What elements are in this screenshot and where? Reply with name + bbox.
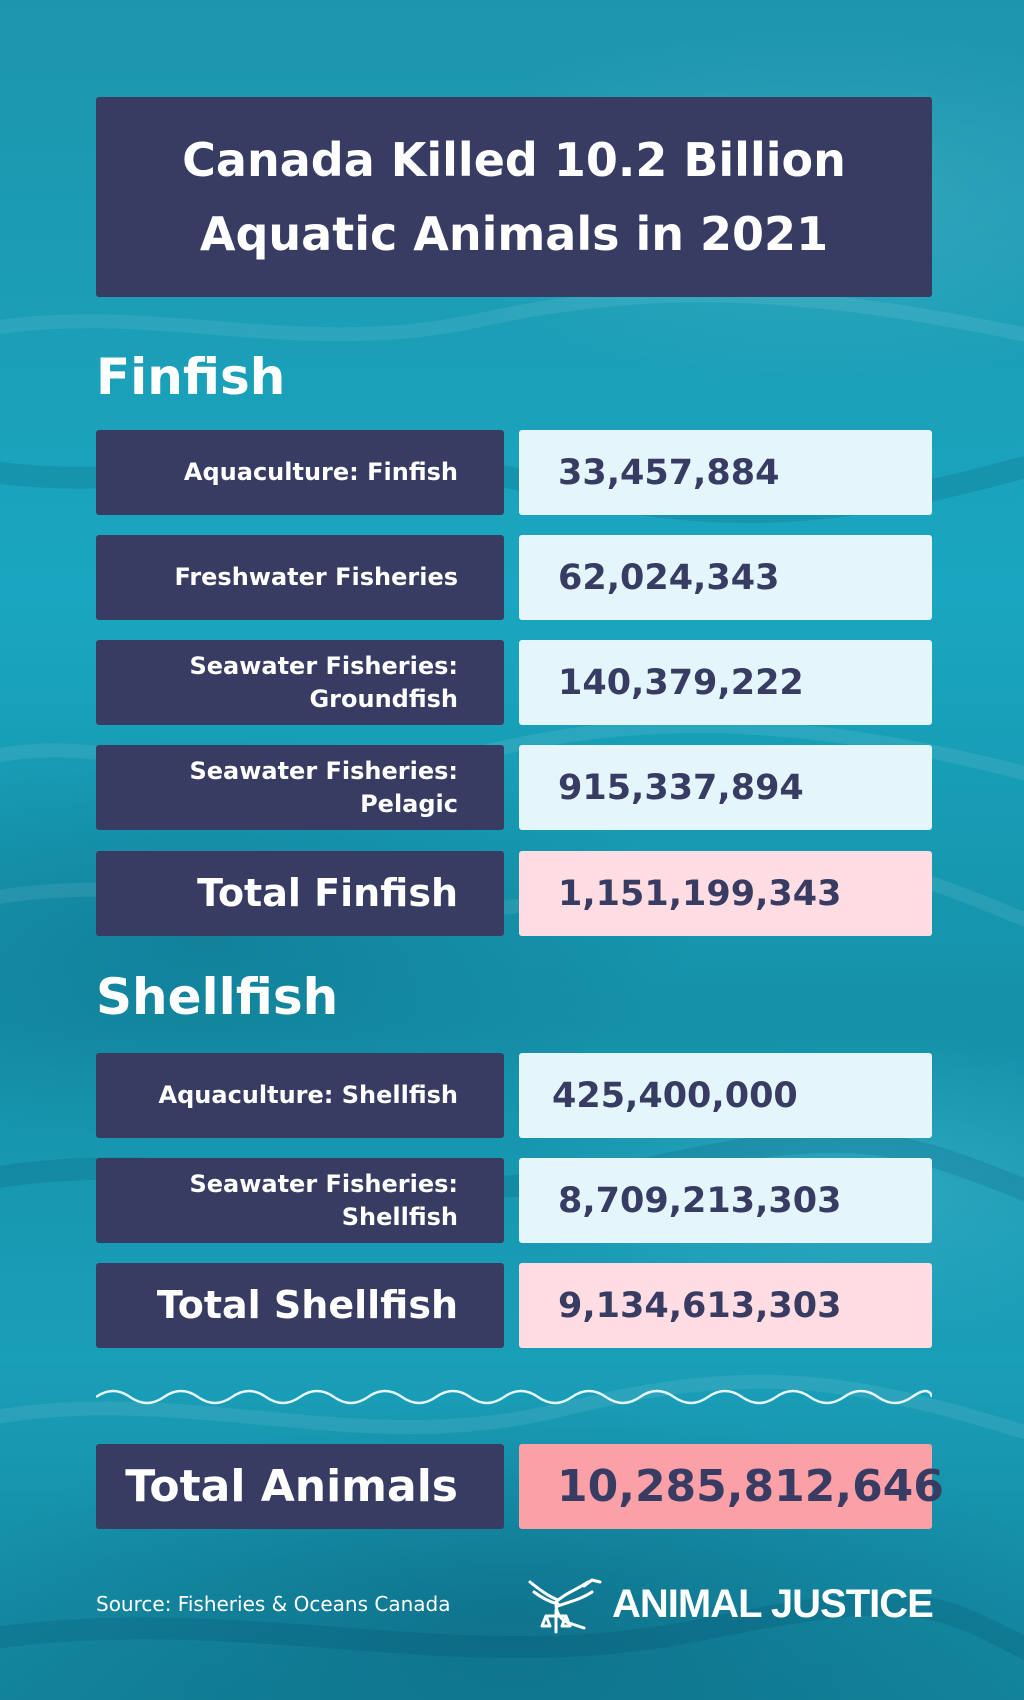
row-value-total-shellfish: 9,134,613,303 xyxy=(519,1263,932,1348)
finfish-heading: Finfish xyxy=(96,348,286,406)
row-label-aquaculture-finfish: Aquaculture: Finfish xyxy=(96,430,504,515)
title-banner xyxy=(96,97,932,297)
row-label-seawater-shellfish: Seawater Fisheries: Shellfish xyxy=(96,1158,504,1243)
page-title: Canada Killed 10.2 Billion Aquatic Animals in 2021 xyxy=(182,133,846,261)
row-label-total-shellfish: Total Shellfish xyxy=(96,1263,504,1348)
row-label-freshwater-fisheries: Freshwater Fisheries xyxy=(96,535,504,620)
row-value-total-finfish: 1,151,199,343 xyxy=(519,851,932,936)
shellfish-heading: Shellfish xyxy=(96,968,339,1026)
row-value-seawater-groundfish: 140,379,222 xyxy=(519,640,932,725)
row-label-aquaculture-shellfish: Aquaculture: Shellfish xyxy=(96,1053,504,1138)
row-label-total-animals: Total Animals xyxy=(96,1444,504,1529)
animal-justice-logo xyxy=(526,1572,936,1636)
logo-wordmark: ANIMAL JUSTICE xyxy=(612,1581,933,1626)
row-label-seawater-groundfish: Seawater Fisheries: Groundfish xyxy=(96,640,504,725)
row-value-aquaculture-finfish: 33,457,884 xyxy=(519,430,932,515)
row-value-seawater-pelagic: 915,337,894 xyxy=(519,745,932,830)
source-note: Source: Fisheries & Oceans Canada xyxy=(96,1592,451,1616)
row-value-total-animals: 10,285,812,646 xyxy=(519,1444,932,1529)
row-value-aquaculture-shellfish: 425,400,000 xyxy=(519,1053,932,1138)
row-value-seawater-shellfish: 8,709,213,303 xyxy=(519,1158,932,1243)
dove-scales-icon xyxy=(526,1572,606,1636)
wave-divider xyxy=(96,1382,932,1412)
row-label-total-finfish: Total Finfish xyxy=(96,851,504,936)
row-label-seawater-pelagic: Seawater Fisheries: Pelagic xyxy=(96,745,504,830)
row-value-freshwater-fisheries: 62,024,343 xyxy=(519,535,932,620)
